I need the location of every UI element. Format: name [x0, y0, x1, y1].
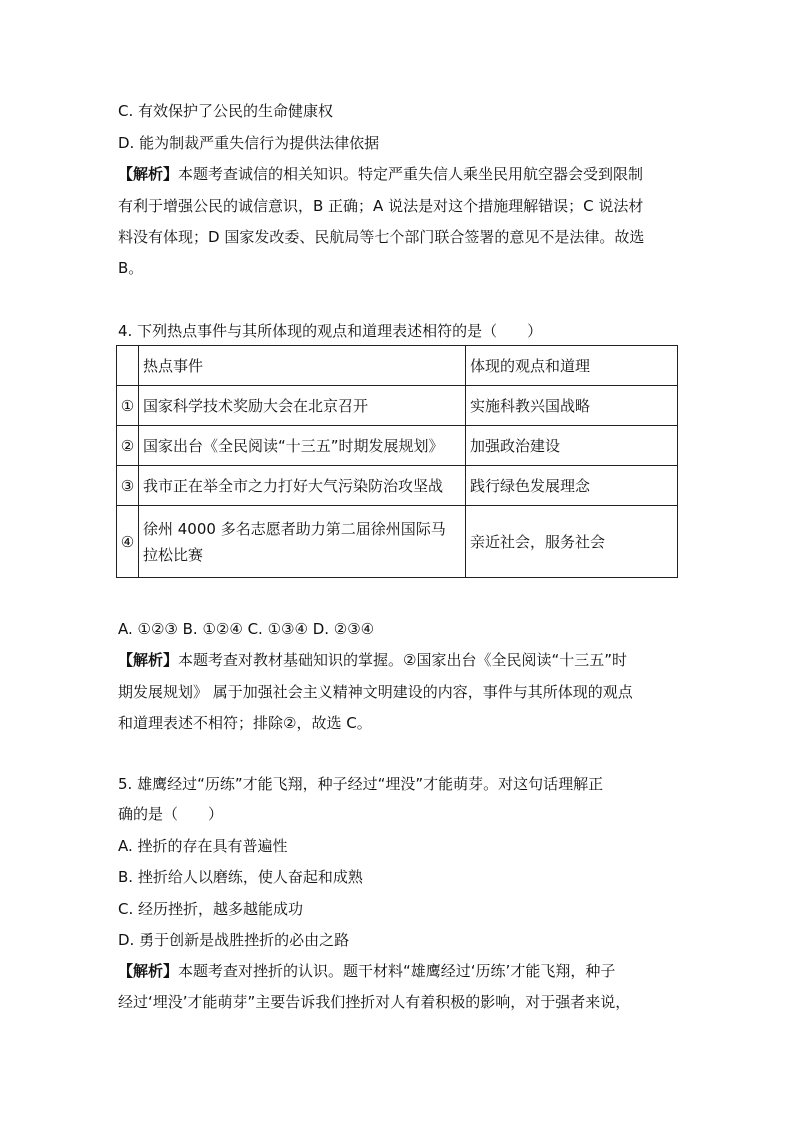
q4-analysis-line-1: [118, 649, 678, 671]
analysis-tag: 【解析】: [118, 165, 179, 183]
q5-option-a: A. 挫折的存在具有普遍性: [118, 837, 288, 855]
q4-stem: 4. 下列热点事件与其所体现的观点和道理表述相符的是（ ）: [118, 322, 543, 340]
q3-option-d: D. 能为制裁严重失信行为提供法律依据: [118, 134, 380, 152]
table-header-row: [117, 346, 678, 386]
row-event-line-1: 徐州 4000 多名志愿者助力第二届徐州国际马: [143, 519, 446, 538]
row-event: 我市正在举全市之力打好大气污染防治攻坚战: [139, 466, 466, 506]
table-row: [117, 386, 678, 426]
row-view: 亲近社会，服务社会: [466, 506, 678, 578]
analysis-tag: 【解析】: [118, 962, 179, 980]
q4-analysis-line-3: 和道理表述不相符；排除②，故选 C。: [118, 714, 372, 732]
row-number: ②: [117, 426, 139, 466]
table-header-view: 体现的观点和道理: [466, 346, 678, 386]
q5-analysis-line-2: 经过‘埋没’才能萌芽”主要告诉我们挫折对人有着积极的影响，对于强者来说，: [118, 993, 631, 1011]
table-header-event: 热点事件: [139, 346, 466, 386]
q3-analysis-line-4: B。: [118, 259, 144, 277]
q5-analysis-line-1: [118, 960, 678, 982]
analysis-text: 本题考查诚信的相关知识。特定严重失信人乘坐民用航空器会受到限制: [178, 165, 644, 183]
row-event: [139, 506, 466, 578]
analysis-tag: 【解析】: [118, 651, 179, 669]
table-row: [117, 426, 678, 466]
row-view: 加强政治建设: [466, 426, 678, 466]
q5-stem-line-2: 确的是（ ）: [118, 805, 224, 823]
row-number: ④: [117, 506, 139, 578]
row-number: ①: [117, 386, 139, 426]
q5-stem-line-1: 5. 雄鹰经过“历练”才能飞翔，种子经过“埋没”才能萌芽。对这句话理解正: [118, 775, 604, 793]
table-row: [117, 506, 678, 578]
row-event: 国家出台《全民阅读“十三五”时期发展规划》: [139, 426, 466, 466]
q5-option-d: D. 勇于创新是战胜挫折的必由之路: [118, 931, 350, 949]
q3-analysis-line-2: 有利于增强公民的诚信意识，B 正确；A 说法是对这个措施理解错误；C 说法材: [118, 197, 644, 215]
row-view: 践行绿色发展理念: [466, 466, 678, 506]
analysis-text: 本题考查对教材基础知识的掌握。②国家出台《全民阅读“十三五”时: [178, 651, 628, 669]
row-event: 国家科学技术奖励大会在北京召开: [139, 386, 466, 426]
row-event-line-2: 拉松比赛: [143, 545, 204, 564]
row-number: ③: [117, 466, 139, 506]
row-view: 实施科教兴国战略: [466, 386, 678, 426]
hot-events-table: [116, 345, 678, 578]
analysis-text: 本题考查对挫折的认识。题干材料“雄鹰经过‘历练’才能飞翔，种子: [178, 962, 616, 980]
q3-option-c: C. 有效保护了公民的生命健康权: [118, 102, 334, 120]
q3-analysis-line-3: 料没有体现；D 国家发改委、民航局等七个部门联合签署的意见不是法律。故选: [118, 228, 645, 246]
q5-option-b: B. 挫折给人以磨练，使人奋起和成熟: [118, 868, 363, 886]
q5-option-c: C. 经历挫折，越多越能成功: [118, 900, 304, 918]
q4-analysis-line-2: 期发展规划》 属于加强社会主义精神文明建设的内容，事件与其所体现的观点: [118, 683, 633, 701]
table-header-num: [117, 346, 139, 386]
q3-analysis-line-1: [118, 163, 678, 185]
table-row: [117, 466, 678, 506]
q4-options: A. ①②③ B. ①②④ C. ①③④ D. ②③④: [118, 620, 375, 638]
